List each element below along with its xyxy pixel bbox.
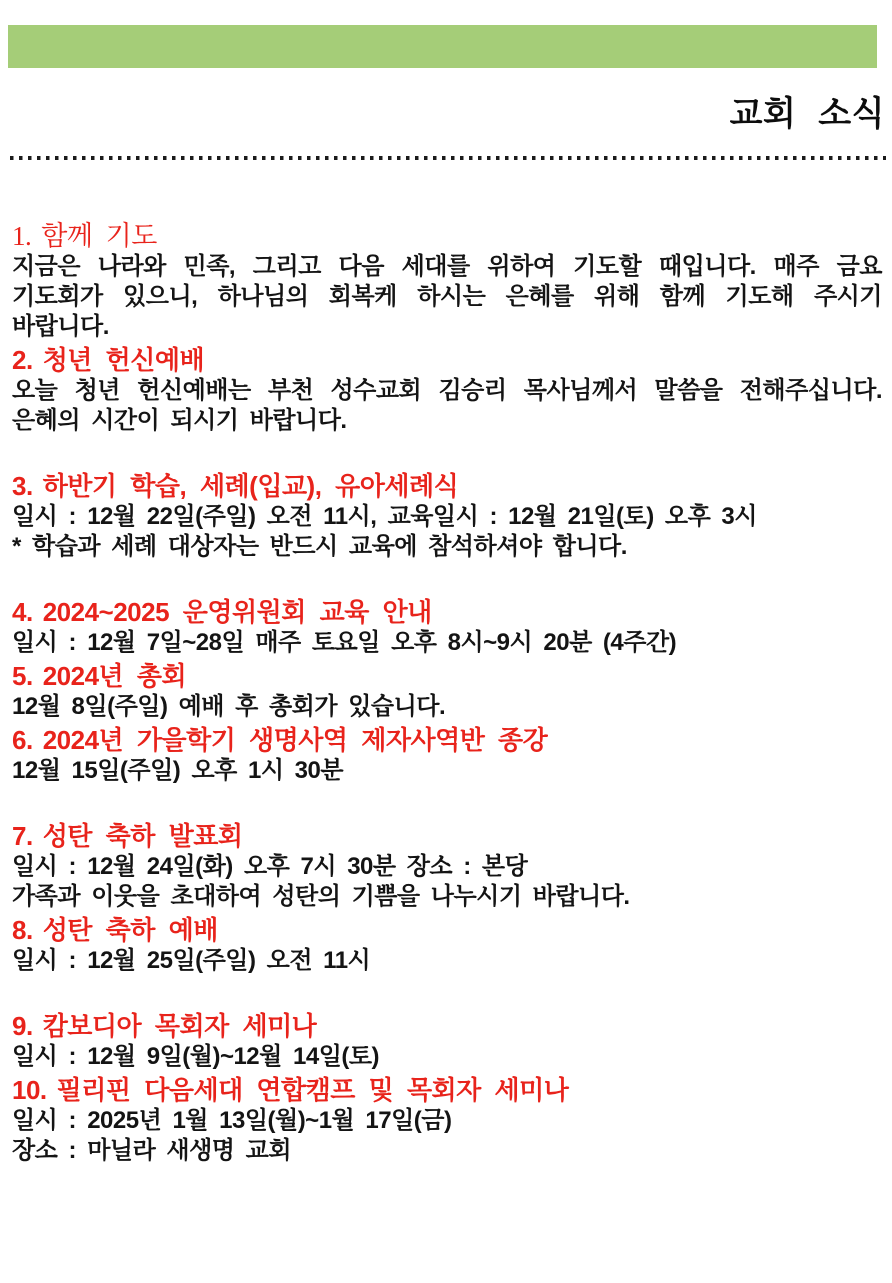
announcement-section <box>12 724 882 786</box>
section-body-paragraph: 일시 : 12월 7일~28일 매주 토요일 오후 8시~9시 20분 (4주간) <box>12 629 677 656</box>
section-body-paragraph: 일시 : 2025년 1월 13일(월)~1월 17일(금) <box>12 1107 452 1134</box>
section-body <box>12 946 882 976</box>
section-number: 3. <box>12 471 33 501</box>
section-title: 캄보디아 목회자 세미나 <box>42 1011 317 1041</box>
section-number: 4. <box>12 597 33 627</box>
section-title: 2024~2025 운영위원회 교육 안내 <box>42 597 432 627</box>
section-heading <box>12 470 882 502</box>
section-body-paragraph: * 학습과 세례 대상자는 반드시 교육에 참석하셔야 합니다. <box>12 533 627 560</box>
section-body-paragraph: 가족과 이웃을 초대하여 성탄의 기쁨을 나누시기 바랍니다. <box>12 883 630 910</box>
section-body <box>12 692 882 722</box>
section-body <box>12 1042 882 1072</box>
section-number: 7. <box>12 821 33 851</box>
section-heading <box>12 660 882 692</box>
section-body-paragraph: 지금은 나라와 민족, 그리고 다음 세대를 위하여 기도할 때입니다. 매주 금요 기도회가 있으니, 하나님의 회복케 하시는 은혜를 위해 함께 기도해 주시기 바랍니다. <box>12 253 882 340</box>
section-number: 8. <box>12 915 33 945</box>
section-number: 6. <box>12 725 33 755</box>
section-number: 5. <box>12 661 33 691</box>
section-heading <box>12 914 882 946</box>
announcement-section <box>12 1074 882 1166</box>
section-body <box>12 628 882 658</box>
section-number: 1. <box>12 221 32 251</box>
section-body <box>12 756 882 786</box>
section-body <box>12 852 882 912</box>
section-heading <box>12 724 882 756</box>
announcement-section <box>12 220 882 342</box>
announcement-section <box>12 1010 882 1072</box>
announcement-section <box>12 470 882 562</box>
section-title: 필리핀 다음세대 연합캠프 및 목회자 세미나 <box>56 1075 569 1105</box>
section-body-paragraph: 일시 : 12월 25일(주일) 오전 11시 <box>12 947 371 974</box>
section-body-paragraph: 12월 8일(주일) 예배 후 총회가 있습니다. <box>12 693 446 720</box>
section-body-paragraph: 일시 : 12월 9일(월)~12월 14일(토) <box>12 1043 380 1070</box>
announcement-section <box>12 596 882 658</box>
section-body <box>12 502 882 562</box>
section-body-paragraph: 일시 : 12월 24일(화) 오후 7시 30분 장소 : 본당 <box>12 853 528 880</box>
page-title: 교회 소식 <box>729 95 885 133</box>
section-heading <box>12 220 882 252</box>
section-body <box>12 1106 882 1166</box>
section-title: 성탄 축하 예배 <box>42 915 218 945</box>
announcement-section <box>12 344 882 436</box>
section-title: 청년 헌신예배 <box>42 345 205 375</box>
section-number: 9. <box>12 1011 33 1041</box>
announcements-list <box>12 220 882 1166</box>
section-body-paragraph: 장소 : 마닐라 새생명 교회 <box>12 1137 292 1164</box>
section-body-paragraph: 일시 : 12월 22일(주일) 오전 11시, 교육일시 : 12월 21일(토) 오후 3시 <box>12 503 757 530</box>
section-title: 성탄 축하 발표회 <box>42 821 243 851</box>
announcement-section <box>12 820 882 912</box>
section-title: 함께 기도 <box>41 221 157 251</box>
section-heading <box>12 1074 882 1106</box>
section-title: 하반기 학습, 세례(입교), 유아세례식 <box>42 471 459 501</box>
section-body-paragraph: 오늘 청년 헌신예배는 부천 성수교회 김승리 목사님께서 말씀을 전해주십니다. 은혜의 시간이 되시기 바랍니다. <box>12 377 882 434</box>
section-title: 2024년 총회 <box>42 661 187 691</box>
announcement-section <box>12 660 882 722</box>
section-body <box>12 376 882 436</box>
section-body-paragraph: 12월 15일(주일) 오후 1시 30분 <box>12 757 344 784</box>
dotted-separator <box>10 156 886 160</box>
section-number: 10. <box>12 1075 47 1105</box>
section-body <box>12 252 882 342</box>
section-number: 2. <box>12 345 33 375</box>
section-heading <box>12 344 882 376</box>
header-bar <box>8 25 877 68</box>
section-title: 2024년 가을학기 생명사역 제자사역반 종강 <box>42 725 548 755</box>
section-heading <box>12 820 882 852</box>
section-heading <box>12 1010 882 1042</box>
announcement-section <box>12 914 882 976</box>
section-heading <box>12 596 882 628</box>
